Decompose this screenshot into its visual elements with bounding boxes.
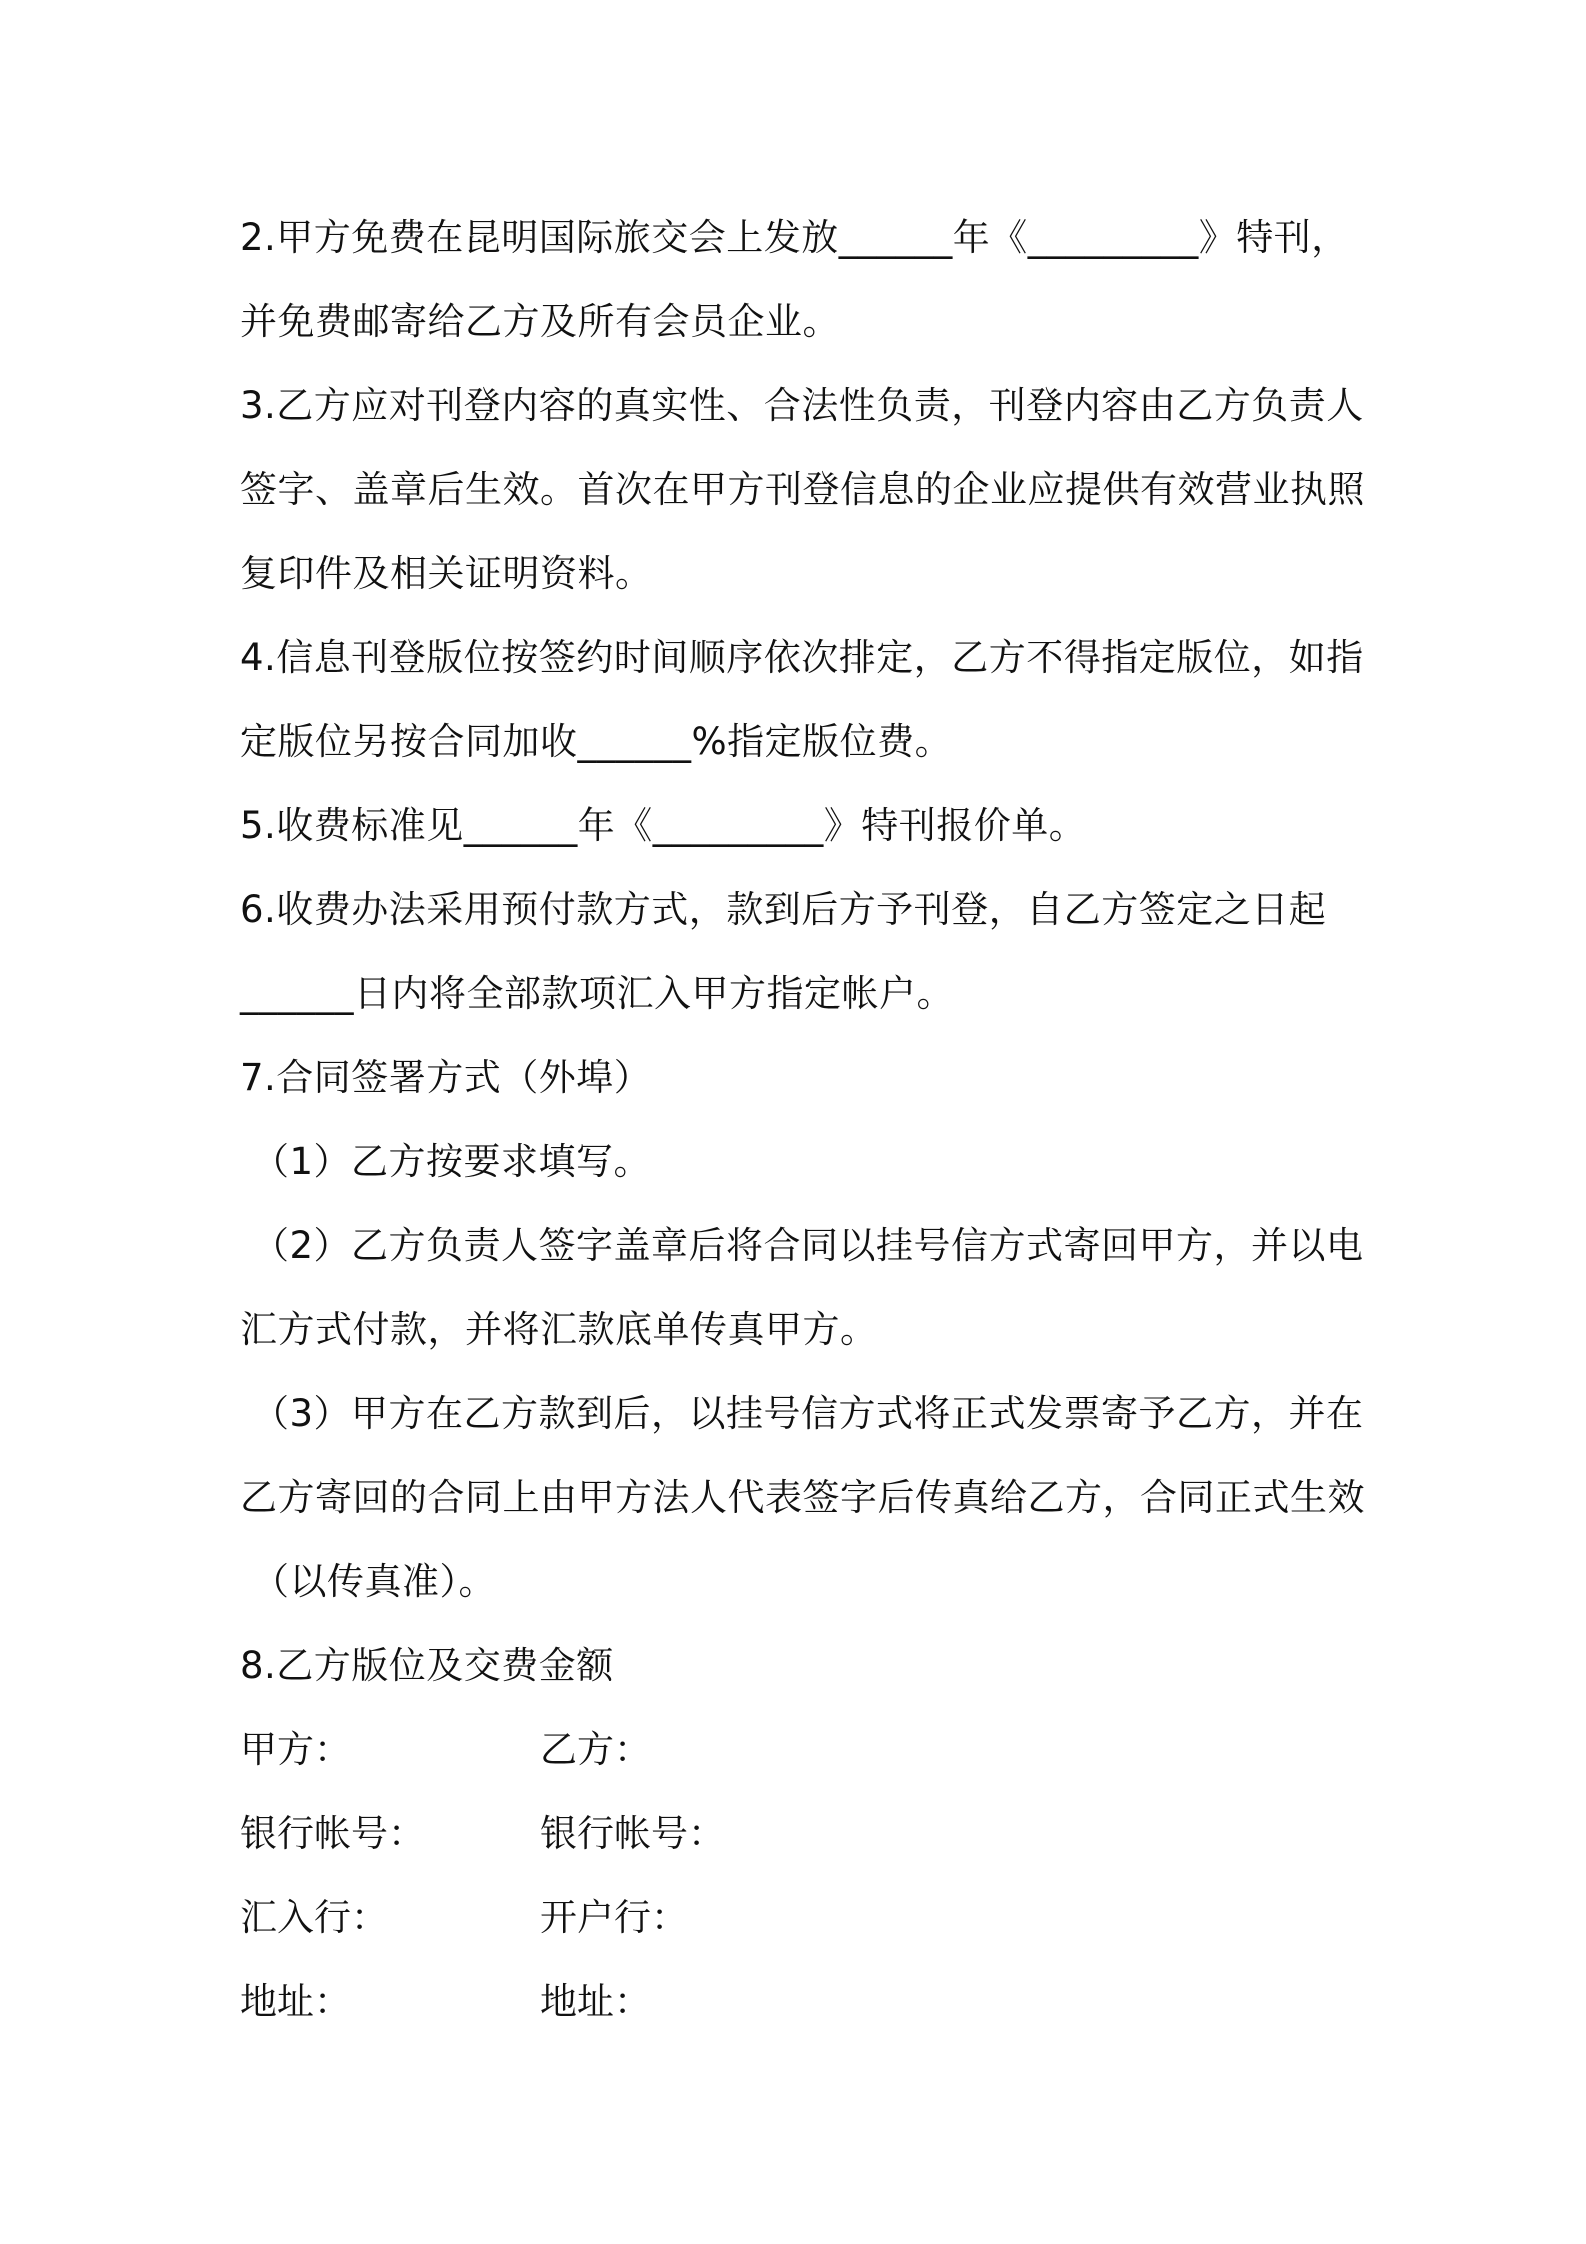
clause-6-line-1: 6.收费办法采用预付款方式，款到后方予刊登，自乙方签定之日起 [240, 888, 1327, 931]
party-a-label: 甲方： [240, 1728, 351, 1771]
clause-7-item-2-line-1: （2）乙方负责人签字盖章后将合同以挂号信方式寄回甲方，并以电 [252, 1224, 1364, 1267]
signature-row-bank [240, 1876, 1360, 1960]
clause-2-line-2: 并免费邮寄给乙方及所有会员企业。 [240, 300, 840, 343]
party-a-bank-account-label: 银行帐号： [240, 1812, 425, 1855]
clause-3-line-1: 3.乙方应对刊登内容的真实性、合法性负责，刊登内容由乙方负责人 [240, 384, 1364, 427]
clause-5: 5.收费标准见______年《_________》特刊报价单。 [240, 804, 1087, 847]
clause-7-item-3-line-3: （以传真准）。 [252, 1560, 496, 1603]
clause-8-heading: 8.乙方版位及交费金额 [240, 1644, 614, 1687]
clause-4-line-2: 定版位另按合同加收______%指定版位费。 [240, 720, 953, 763]
clause-7-item-2-line-2: 汇方式付款，并将汇款底单传真甲方。 [240, 1308, 878, 1351]
clause-3-line-3: 复印件及相关证明资料。 [240, 552, 653, 595]
clause-6-line-2: ______日内将全部款项汇入甲方指定帐户。 [240, 972, 954, 1015]
clause-7-item-1: （1）乙方按要求填写。 [252, 1140, 652, 1183]
party-b-address-label: 地址： [540, 1980, 651, 2023]
clause-7-item-3-line-1: （3）甲方在乙方款到后，以挂号信方式将正式发票寄予乙方，并在 [252, 1392, 1364, 1435]
signature-row-address [240, 1960, 1360, 2044]
party-a-address-label: 地址： [240, 1980, 351, 2023]
signature-row-party [240, 1708, 1360, 1792]
party-b-open-bank-label: 开户行： [540, 1896, 688, 1939]
clause-2-line-1: 2.甲方免费在昆明国际旅交会上发放______年《_________》特刊， [240, 216, 1349, 259]
clause-7-item-3-line-2: 乙方寄回的合同上由甲方法人代表签字后传真给乙方，合同正式生效 [240, 1476, 1365, 1519]
clause-4-line-1: 4.信息刊登版位按签约时间顺序依次排定，乙方不得指定版位，如指 [240, 636, 1364, 679]
clause-3-line-2: 签字、盖章后生效。首次在甲方刊登信息的企业应提供有效营业执照 [240, 468, 1365, 511]
party-b-bank-account-label: 银行帐号： [540, 1812, 725, 1855]
clause-7-heading: 7.合同签署方式（外埠） [240, 1056, 652, 1099]
party-b-label: 乙方： [540, 1728, 651, 1771]
party-a-remit-bank-label: 汇入行： [240, 1896, 388, 1939]
signature-row-bank-account [240, 1792, 1360, 1876]
contract-body [240, 196, 1365, 2044]
